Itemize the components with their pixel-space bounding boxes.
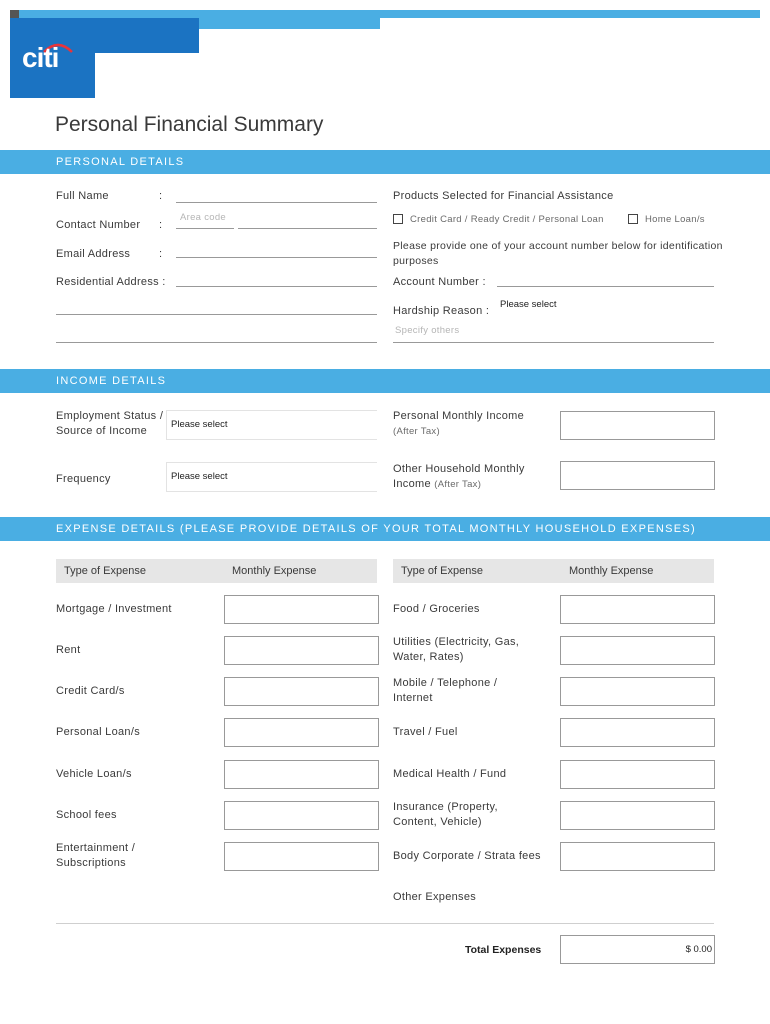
expense-label-line2: Content, Vehicle)	[393, 816, 482, 828]
expense-label-line1: Insurance (Property,	[393, 801, 498, 813]
address-field-1[interactable]	[176, 286, 377, 287]
monthly-expense-input[interactable]	[224, 636, 379, 665]
credit-card-checkbox[interactable]	[393, 214, 403, 224]
monthly-expense-input[interactable]	[560, 760, 715, 789]
expense-label-line2: Water, Rates)	[393, 651, 464, 663]
frequency-label: Frequency	[56, 473, 111, 485]
expense-label-line1: Credit Card/s	[56, 685, 125, 697]
other-household-income-label: Other Household Monthly	[393, 463, 525, 475]
monthly-expense-input[interactable]	[560, 595, 715, 624]
source-of-income-label: Source of Income	[56, 425, 148, 437]
expense-label-line1: Vehicle Loan/s	[56, 768, 132, 780]
col-monthly-expense: Monthly Expense	[569, 565, 654, 577]
logo-text: citi	[22, 42, 59, 73]
monthly-expense-input[interactable]	[560, 636, 715, 665]
expense-label-left	[56, 725, 140, 740]
contact-number-field[interactable]	[238, 228, 377, 229]
colon: :	[159, 190, 163, 202]
expense-label-line1: Mobile / Telephone /	[393, 677, 498, 689]
personal-monthly-income-label: Personal Monthly Income	[393, 410, 525, 422]
expense-label-line1: Utilities (Electricity, Gas,	[393, 636, 520, 648]
monthly-expense-input[interactable]	[560, 801, 715, 830]
area-code-field[interactable]	[176, 228, 234, 229]
expense-label-line1: Travel / Fuel	[393, 726, 458, 738]
divider	[56, 923, 714, 924]
residential-address-label: Residential Address :	[56, 276, 166, 288]
address-field-2[interactable]	[56, 314, 377, 315]
hardship-reason-label: Hardship Reason :	[393, 305, 490, 317]
col-type-of-expense: Type of Expense	[401, 565, 483, 577]
monthly-expense-input[interactable]	[224, 842, 379, 871]
monthly-expense-input[interactable]	[560, 842, 715, 871]
col-monthly-expense: Monthly Expense	[232, 565, 317, 577]
expense-label-left	[56, 841, 135, 871]
monthly-expense-input[interactable]	[560, 718, 715, 747]
specify-others-placeholder: Specify others	[395, 325, 460, 336]
total-expenses-field	[560, 935, 715, 964]
expense-label-right	[393, 602, 480, 617]
logo-strip	[95, 18, 199, 53]
expense-label-left	[56, 808, 117, 823]
section-personal-details: PERSONAL DETAILS	[0, 150, 770, 174]
monthly-expense-input[interactable]	[224, 677, 379, 706]
expense-label-left	[56, 684, 125, 699]
after-tax-note: (After Tax)	[393, 426, 440, 437]
expense-label-left	[56, 602, 172, 617]
col-type-of-expense: Type of Expense	[64, 565, 146, 577]
hardship-reason-select[interactable]: Please select	[500, 299, 557, 310]
expense-label-line1: Other Expenses	[393, 891, 477, 903]
total-expenses-value: $ 0.00	[685, 944, 712, 955]
account-number-field[interactable]	[497, 286, 714, 287]
expense-label-right	[393, 849, 541, 864]
email-field[interactable]	[176, 257, 377, 258]
section-expense-details: EXPENSE DETAILS (PLEASE PROVIDE DETAILS OF YOUR TOTAL MONTHLY HOUSEHOLD EXPENSES)	[0, 517, 770, 541]
expense-table-header-left	[56, 559, 377, 583]
full-name-field[interactable]	[176, 202, 377, 203]
expense-label-line2: Internet	[393, 692, 433, 704]
section-income-details: INCOME DETAILS	[0, 369, 770, 393]
home-loan-option-label: Home Loan/s	[645, 214, 705, 225]
area-code-placeholder: Area code	[180, 212, 227, 223]
top-accent-bar-secondary	[199, 18, 380, 29]
products-label: Products Selected for Financial Assistance	[393, 190, 614, 202]
expense-label-line2: Subscriptions	[56, 857, 126, 869]
monthly-expense-input[interactable]	[560, 677, 715, 706]
total-expenses-label: Total Expenses	[465, 944, 542, 956]
top-accent-bar	[10, 10, 760, 18]
colon: :	[159, 219, 163, 231]
expense-label-left	[56, 767, 132, 782]
expense-label-right	[393, 676, 497, 706]
email-address-label: Email Address	[56, 248, 131, 260]
colon: :	[159, 248, 163, 260]
expense-label-line1: Mortgage / Investment	[56, 603, 172, 615]
monthly-expense-input[interactable]	[224, 760, 379, 789]
frequency-select[interactable]: Please select	[166, 462, 377, 492]
expense-label-line1: Food / Groceries	[393, 603, 480, 615]
personal-monthly-income-input[interactable]	[560, 411, 715, 440]
full-name-label: Full Name	[56, 190, 109, 202]
expense-label-left	[56, 643, 80, 658]
expense-label-line1: School fees	[56, 809, 117, 821]
expense-label-line1: Entertainment /	[56, 842, 136, 854]
home-loan-checkbox[interactable]	[628, 214, 638, 224]
account-number-label: Account Number :	[393, 276, 486, 288]
credit-card-option-label: Credit Card / Ready Credit / Personal Loan	[410, 214, 604, 225]
monthly-expense-input[interactable]	[224, 801, 379, 830]
expense-label-right	[393, 800, 498, 830]
expense-label-line1: Body Corporate / Strata fees	[393, 850, 541, 862]
other-household-income-label-2: Income (After Tax)	[393, 478, 482, 490]
employment-status-select[interactable]: Please select	[166, 410, 377, 440]
expense-label-line1: Rent	[56, 644, 81, 656]
employment-status-label: Employment Status /	[56, 410, 164, 422]
other-household-income-input[interactable]	[560, 461, 715, 490]
expense-label-line1: Personal Loan/s	[56, 726, 140, 738]
address-field-3[interactable]	[56, 342, 377, 343]
expense-label-right	[393, 635, 519, 665]
specify-others-field[interactable]	[393, 342, 714, 343]
expense-label-line1: Medical Health / Fund	[393, 768, 507, 780]
monthly-expense-input[interactable]	[224, 718, 379, 747]
expense-label-right	[393, 890, 476, 905]
expense-label-right	[393, 725, 458, 740]
page-title: Personal Financial Summary	[55, 113, 324, 136]
monthly-expense-input[interactable]	[224, 595, 379, 624]
expense-table-header-right	[393, 559, 714, 583]
account-note: Please provide one of your account number below for identification purposes	[393, 240, 723, 267]
expense-label-right	[393, 767, 506, 782]
contact-number-label: Contact Number	[56, 219, 141, 231]
